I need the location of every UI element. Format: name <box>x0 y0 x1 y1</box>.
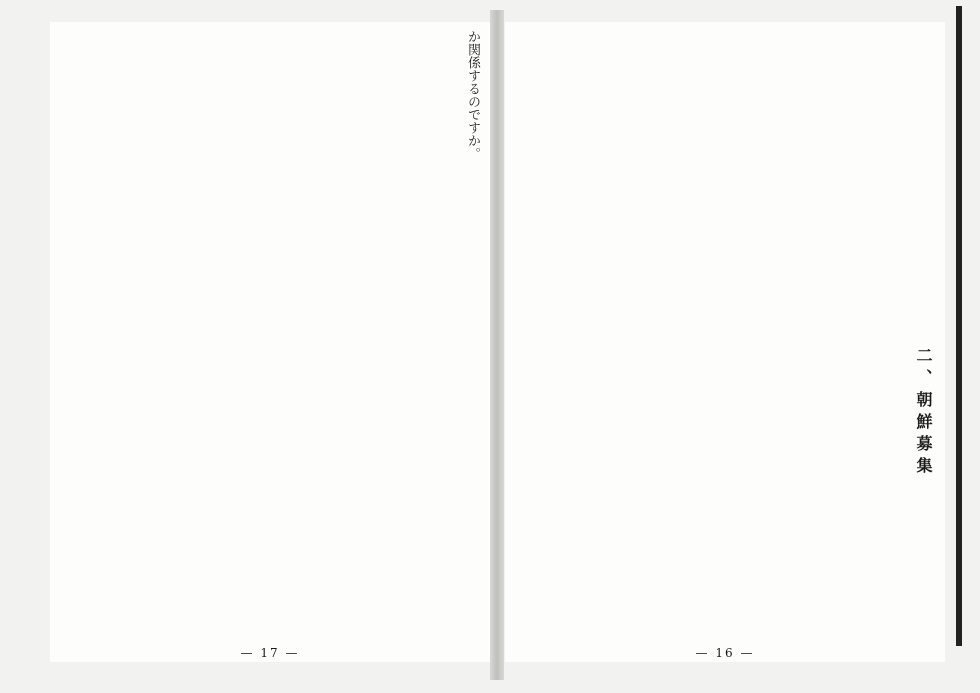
text-column <box>897 347 909 647</box>
text-column <box>107 347 120 647</box>
text-column <box>420 347 433 647</box>
text-column <box>123 30 136 330</box>
text-column <box>781 30 794 330</box>
text-column <box>836 347 848 647</box>
text-column <box>750 30 763 330</box>
text-column <box>881 347 893 647</box>
text-column <box>405 347 418 647</box>
text-column <box>744 347 756 647</box>
page-number: — 17 — <box>240 646 300 660</box>
text-column <box>138 347 151 647</box>
text-column <box>656 30 669 330</box>
text-column <box>247 30 260 330</box>
text-column <box>170 347 183 647</box>
text-column <box>264 347 277 647</box>
text-column <box>169 30 182 330</box>
text-column <box>372 30 385 330</box>
text-column <box>561 347 573 647</box>
text-column <box>703 30 716 330</box>
page-16-bottom-text <box>515 347 935 647</box>
text-column <box>217 347 230 647</box>
text-column <box>311 347 324 647</box>
text-column <box>687 30 700 330</box>
text-column <box>790 347 802 647</box>
text-column <box>123 347 136 647</box>
text-column <box>388 30 401 330</box>
text-column <box>91 347 104 647</box>
text-column <box>76 30 89 330</box>
text-column <box>851 347 863 647</box>
text-column <box>515 347 527 647</box>
text-column <box>450 30 463 330</box>
text-column <box>729 347 741 647</box>
page-17 <box>50 22 490 662</box>
text-column <box>813 30 826 330</box>
text-column <box>531 30 544 330</box>
text-column <box>652 347 664 647</box>
text-column <box>759 347 771 647</box>
text-column <box>866 347 878 647</box>
text-column <box>154 30 167 330</box>
text-column <box>797 30 810 330</box>
text-column: か関係するのですか。 <box>465 30 480 160</box>
text-column <box>138 30 151 330</box>
text-column <box>766 30 779 330</box>
text-column <box>546 30 559 330</box>
text-column <box>201 30 214 330</box>
text-column <box>201 347 214 647</box>
page-16-top-text <box>515 30 935 330</box>
text-column <box>389 347 402 647</box>
text-column <box>530 347 542 647</box>
section-heading: 二、朝鮮募集 <box>914 347 933 479</box>
text-column <box>820 347 832 647</box>
text-column <box>860 30 873 330</box>
text-column <box>310 30 323 330</box>
text-column <box>60 30 73 330</box>
text-column <box>279 347 292 647</box>
text-column <box>698 347 710 647</box>
text-column <box>419 30 432 330</box>
text-column <box>76 347 89 647</box>
text-column <box>326 347 339 647</box>
text-column <box>373 347 386 647</box>
text-column <box>436 347 449 647</box>
text-column <box>326 30 339 330</box>
text-column <box>805 347 817 647</box>
text-column <box>672 30 685 330</box>
text-column <box>891 30 904 330</box>
page-number: — 16 — <box>695 646 755 660</box>
text-column <box>216 30 229 330</box>
text-column <box>185 347 198 647</box>
book-gutter <box>490 10 504 680</box>
text-column <box>640 30 653 330</box>
text-column <box>357 30 370 330</box>
text-column <box>248 347 261 647</box>
text-column <box>607 347 619 647</box>
text-column <box>591 347 603 647</box>
page-17-top-text <box>60 30 480 330</box>
text-column <box>185 30 198 330</box>
text-column <box>294 30 307 330</box>
text-column <box>232 30 245 330</box>
text-column <box>775 347 787 647</box>
text-column <box>358 347 371 647</box>
text-column <box>342 347 355 647</box>
text-column <box>107 30 120 330</box>
text-column <box>263 30 276 330</box>
text-column <box>515 30 528 330</box>
text-column <box>875 30 888 330</box>
text-column <box>637 347 649 647</box>
text-column <box>546 347 558 647</box>
text-column <box>154 347 167 647</box>
text-column <box>593 30 606 330</box>
text-column <box>295 347 308 647</box>
text-column <box>578 30 591 330</box>
text-column <box>341 30 354 330</box>
text-column <box>844 30 857 330</box>
text-column <box>452 347 465 647</box>
page-edge-shadow <box>956 6 962 646</box>
text-column <box>922 30 935 330</box>
text-column <box>683 347 695 647</box>
text-column <box>719 30 732 330</box>
text-column <box>828 30 841 330</box>
page-16 <box>505 22 945 662</box>
text-column <box>907 30 920 330</box>
text-column <box>562 30 575 330</box>
text-column <box>279 30 292 330</box>
text-column <box>609 30 622 330</box>
text-column <box>404 30 417 330</box>
text-column <box>60 347 73 647</box>
text-column <box>91 30 104 330</box>
text-column <box>622 347 634 647</box>
text-column <box>576 347 588 647</box>
text-column <box>668 347 680 647</box>
text-column <box>232 347 245 647</box>
text-column <box>467 347 480 647</box>
text-column <box>734 30 747 330</box>
text-column <box>435 30 448 330</box>
page-17-bottom-text <box>60 347 480 647</box>
text-column <box>714 347 726 647</box>
text-column <box>625 30 638 330</box>
